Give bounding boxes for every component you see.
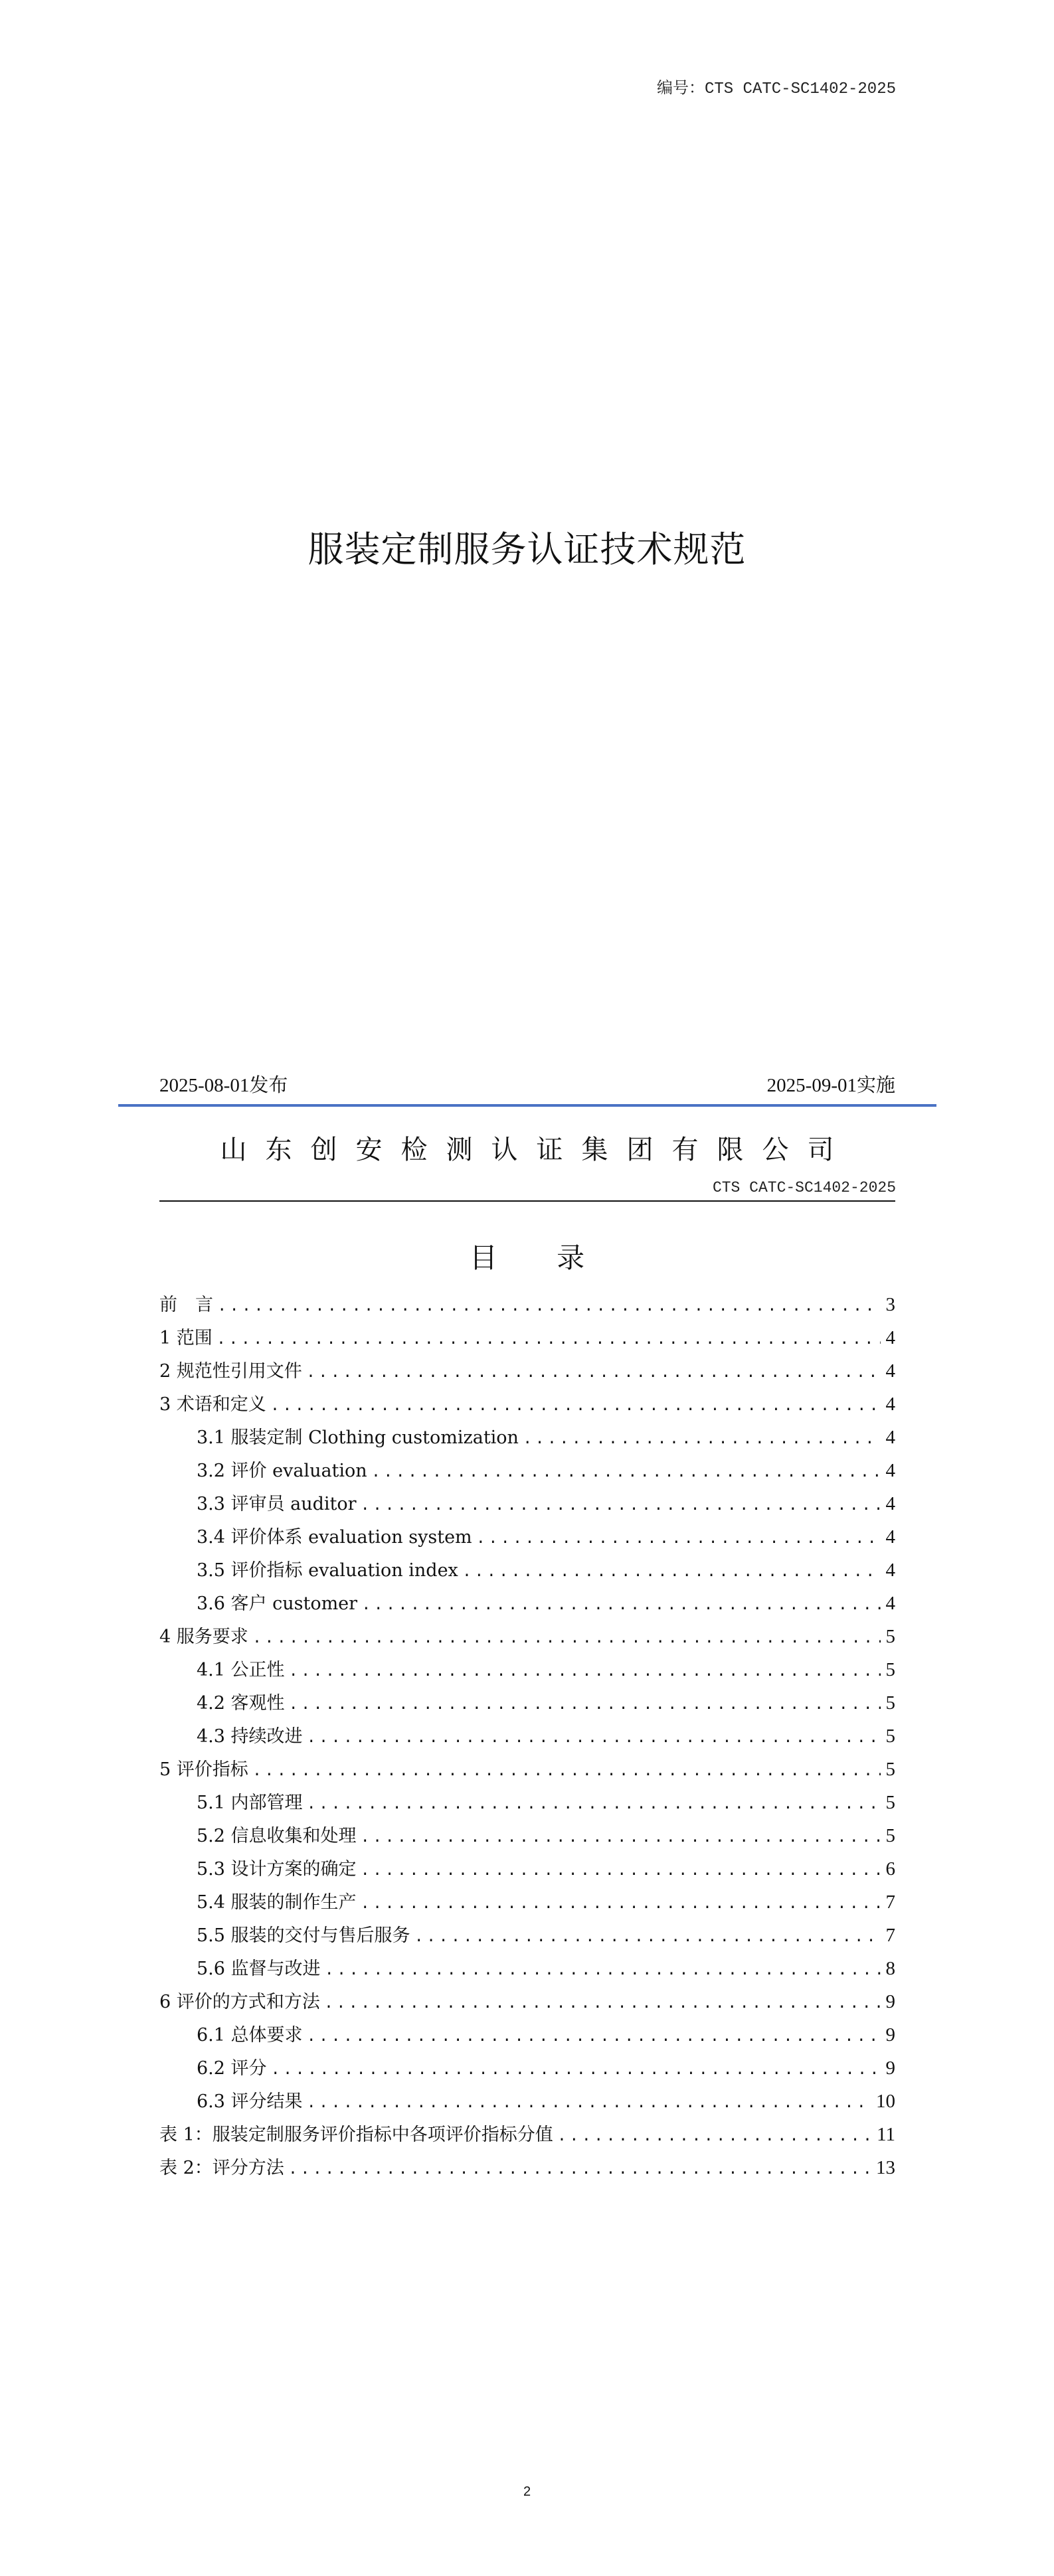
toc-entry[interactable] [159,2018,895,2052]
toc-entry[interactable] [159,1852,895,1886]
toc-entry[interactable] [159,1819,895,1852]
toc-dot-leader [361,1855,881,1888]
toc-entry-page: 13 [876,2157,895,2178]
toc-entry[interactable] [159,2085,895,2118]
toc-entry[interactable] [159,1321,895,1354]
toc-entry-page: 4 [885,1593,895,1614]
toc-entry-page: 5 [885,1692,895,1714]
toc-dot-leader [325,1955,881,1988]
toc-entry-page: 9 [885,2024,895,2046]
toc-entry-label: 5 评价指标 [159,1759,248,1780]
toc-entry[interactable] [159,2118,895,2151]
toc-entry-page: 7 [885,1892,895,1913]
toc-entry-label: 5.3 设计方案的确定 [197,1859,357,1880]
document-title: 服装定制服务认证技术规范 [307,528,747,570]
toc-dot-leader [306,1357,881,1390]
toc-entry[interactable] [159,1786,895,1819]
toc-entry-page: 5 [885,1759,895,1780]
toc-entry-label: 4.2 客观性 [197,1693,285,1714]
toc-entry[interactable] [159,1288,895,1321]
toc-entry-page: 5 [885,1626,895,1647]
toc-entry-page: 4 [885,1460,895,1481]
toc-entry-label: 1 范围 [159,1328,213,1348]
toc-entry[interactable] [159,1354,895,1388]
toc-entry-page: 8 [885,1958,895,1979]
toc-entry[interactable] [159,1985,895,2018]
page-number: 2 [523,2484,531,2499]
toc-dot-leader [361,1822,881,1855]
toc-entry-label: 5.6 监督与改进 [197,1959,321,1979]
doc-number: 编号：CTS CATC-SC1402-2025 [656,80,896,98]
toc-entry-page: 11 [877,2124,895,2145]
toc-entry[interactable] [159,1520,895,1554]
toc-dot-leader [361,1888,881,1921]
toc-entry-page: 9 [885,2057,895,2079]
toc-entry[interactable] [159,1686,895,1720]
toc-entry[interactable] [159,1421,895,1454]
toc-entry-label: 4 服务要求 [159,1627,248,1647]
toc-entry-page: 4 [885,1427,895,1448]
toc-title: 目 录 [469,1242,610,1274]
toc-dot-leader [361,1490,881,1523]
toc-entry-label: 5.4 服装的制作生产 [197,1892,357,1913]
table-of-contents [159,1288,895,2184]
toc-entry-page: 9 [885,1991,895,2012]
toc-dot-leader [271,2054,881,2087]
toc-dot-leader [252,1755,881,1789]
toc-dot-leader [414,1921,881,1955]
toc-dot-leader [270,1390,881,1423]
toc-dot-leader [288,2154,872,2187]
toc-dot-leader [307,2021,881,2054]
toc-entry-page: 5 [885,1659,895,1680]
toc-dot-leader [476,1523,881,1556]
blue-divider [118,1104,936,1107]
toc-entry-label: 3.3 评审员 auditor [197,1494,357,1514]
toc-entry-label: 6.1 总体要求 [197,2025,303,2046]
toc-entry-label: 3 术语和定义 [159,1394,266,1415]
toc-dot-leader [462,1556,881,1589]
toc-entry-page: 4 [885,1493,895,1514]
toc-entry-label: 3.5 评价指标 evaluation index [197,1560,458,1581]
toc-dot-leader [324,1988,881,2021]
toc-dot-leader [217,1291,881,1324]
toc-entry-label: 5.5 服装的交付与售后服务 [197,1925,410,1946]
toc-dot-leader [307,1789,881,1822]
toc-entry[interactable] [159,1753,895,1786]
toc-entry[interactable] [159,1886,895,1919]
toc-dot-leader [307,2087,872,2121]
toc-entry[interactable] [159,1720,895,1753]
toc-entry-page: 6 [885,1858,895,1880]
toc-entry-page: 4 [885,1360,895,1382]
toc-entry-label: 3.1 服装定制 Clothing customization [197,1427,519,1448]
company-name: 山东创安检测认证集团有限公司 [220,1135,853,1165]
toc-entry[interactable] [159,1587,895,1620]
toc-entry-page: 4 [885,1394,895,1415]
toc-dot-leader [371,1457,881,1490]
toc-entry-label: 5.2 信息收集和处理 [197,1826,357,1846]
toc-dot-leader [217,1324,881,1357]
toc-dot-leader [557,2121,873,2154]
toc-entry-label: 4.3 持续改进 [197,1726,303,1747]
toc-entry-page: 4 [885,1526,895,1548]
toc-entry-label: 表 1：服装定制服务评价指标中各项评价指标分值 [159,2125,553,2145]
toc-entry-label: 6.2 评分 [197,2058,267,2079]
toc-entry-page: 5 [885,1825,895,1846]
toc-entry-label: 6 评价的方式和方法 [159,1992,320,2012]
toc-dot-leader [289,1689,881,1722]
publish-date: 2025-08-01发布 [159,1075,288,1096]
toc-entry-page: 7 [885,1925,895,1946]
toc-entry-page: 5 [885,1792,895,1813]
toc-entry-label: 前 言 [159,1295,213,1315]
toc-entry-page: 5 [885,1726,895,1747]
toc-entry[interactable] [159,1554,895,1587]
toc-entry[interactable] [159,1653,895,1686]
date-row [159,1070,895,1097]
toc-entry-label: 6.3 评分结果 [197,2091,303,2112]
toc-dot-leader [252,1623,881,1656]
doc-code: CTS CATC-SC1402-2025 [712,1179,896,1196]
toc-entry-label: 3.6 客户 customer [197,1593,358,1614]
black-divider [159,1200,895,1202]
toc-entry-label: 5.1 内部管理 [197,1793,303,1813]
toc-dot-leader [361,1589,881,1623]
toc-entry-page: 3 [885,1294,895,1315]
toc-entry-label: 3.2 评价 evaluation [197,1461,367,1481]
toc-entry-label: 3.4 评价体系 evaluation system [197,1527,472,1548]
toc-entry[interactable] [159,2052,895,2085]
toc-entry-label: 4.1 公正性 [197,1660,285,1680]
toc-dot-leader [307,1722,881,1755]
toc-entry[interactable] [159,1487,895,1520]
toc-entry-label: 表 2：评分方法 [159,2158,284,2178]
toc-entry[interactable] [159,1952,895,1985]
toc-entry[interactable] [159,1454,895,1487]
toc-entry-label: 2 规范性引用文件 [159,1361,302,1382]
toc-entry-page: 4 [885,1560,895,1581]
toc-dot-leader [523,1423,881,1457]
toc-dot-leader [289,1656,881,1689]
effective-date: 2025-09-01实施 [766,1075,895,1096]
toc-entry-page: 10 [876,2091,895,2112]
toc-entry[interactable] [159,1388,895,1421]
toc-entry-page: 4 [885,1327,895,1348]
toc-entry[interactable] [159,2151,895,2184]
toc-entry[interactable] [159,1620,895,1653]
toc-entry[interactable] [159,1919,895,1952]
